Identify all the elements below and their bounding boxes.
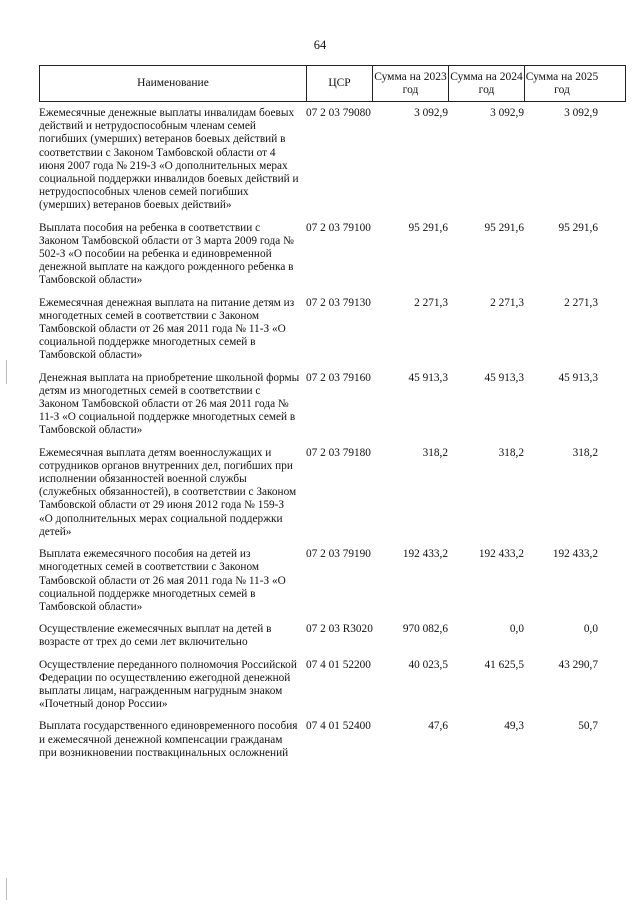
header-amount-2024: Сумма на 2024 год [449,66,525,101]
row-amount-2025: 318,2 [572,446,598,459]
row-amount-2023: 40 023,5 [408,658,448,671]
row-amount-2025: 0,0 [583,623,598,636]
header-amount-2025: Сумма на 2025 год [525,70,599,96]
table-row [39,447,626,539]
row-amount-2023: 45 913,3 [408,371,448,384]
row-amount-2023: 318,2 [422,446,448,459]
table-row [39,107,626,213]
row-amount-2023: 95 291,6 [408,221,448,234]
row-amount-2025: 95 291,6 [558,221,598,234]
header-name: Наименование [40,66,307,101]
row-amount-2024: 45 913,3 [484,371,524,384]
row-csr: 07 2 03 79160 [306,371,371,384]
table-row [39,372,626,438]
row-amount-2024: 318,2 [498,446,524,459]
row-amount-2024: 3 092,9 [490,107,524,119]
table-header [39,65,626,102]
row-name: Осуществление ежемесячных выплат на детей в возрасте от трех до семи лет включительно [39,623,272,649]
table-row [39,659,626,712]
row-amount-2024: 49,3 [504,720,524,733]
table-row [39,297,626,363]
row-amount-2025: 2 271,3 [564,296,598,309]
header-csr: ЦСР [307,66,373,101]
header-amount-2023: Сумма на 2023 год [373,66,449,101]
row-name: Ежемесячная денежная выплата на питание детям из многодетных семей в соответствии с Законом Тамбовской области от 26 мая 2011 года № 11-З «О социальной поддержке многодетных семей в Тамбовской области» [39,296,295,362]
table-body [39,107,626,769]
row-csr: 07 4 01 52400 [306,720,371,733]
row-name: Ежемесячные денежные выплаты инвалидам боевых действий и нетрудоспособным членам семей погибших (умерших) ветеранов боевых действий в соответствии с Законом Тамбовской области от 4 июня 2007 года № 219-З «О дополнительных мерах социальной поддержки инвалидов боевых действий и нетрудоспособных членов семей погибших (умерших) ветеранов боевых действий» [39,107,299,212]
row-amount-2023: 2 271,3 [414,296,448,309]
scan-margin-mark [6,878,7,900]
row-amount-2024: 2 271,3 [490,296,524,309]
row-amount-2023: 47,6 [428,720,448,733]
table-row [39,548,626,614]
row-amount-2025: 43 290,7 [558,658,598,671]
row-amount-2024: 0,0 [509,623,524,636]
row-csr: 07 2 03 79190 [306,548,371,561]
row-name: Ежемесячная выплата детям военнослужащих и сотрудников органов внутренних дел, погибших при исполнении обязанностей военной службы (служебных обязанностей), в соответствии с Законом Тамбовской области от 29 июня 2012 года № 159-З «О дополнительных мерах социальной поддержки детей» [39,446,297,538]
row-csr: 07 4 01 52200 [306,658,371,671]
row-csr: 07 2 03 79080 [306,107,371,119]
row-name: Денежная выплата на приобретение школьной формы детям из многодетных семей в соответствии с Законом Тамбовской области от 26 мая 2011 года № 11-З «О социальной поддержке многодетных семей в Тамбовской области» [39,371,300,437]
table-row [39,623,626,649]
row-name: Выплата пособия на ребенка в соответствии с Законом Тамбовской области от 3 марта 2009 года № 502-З «О пособии на ребенка и единовременной денежной выплате на каждого рожденного ребенка в Тамбовской области» [39,221,294,287]
row-csr: 07 2 03 79100 [306,221,371,234]
row-amount-2023: 192 433,2 [402,548,448,561]
row-amount-2025: 50,7 [578,720,598,733]
page-number: 64 [313,38,327,52]
row-amount-2025: 45 913,3 [558,371,598,384]
row-amount-2025: 192 433,2 [552,548,598,561]
row-amount-2024: 95 291,6 [484,221,524,234]
row-name: Выплата ежемесячного пособия на детей из многодетных семей в соответствии с Законом Тамбовской области от 26 мая 2011 года № 11-З «О социальной поддержке многодетных семей в Тамбовской области» [39,548,286,613]
row-amount-2023: 970 082,6 [402,623,448,636]
row-name: Выплата государственного единовременного пособия и ежемесячной денежной компенсации гражданам при возникновении поствакцинальных осложнений [39,720,298,759]
row-amount-2025: 3 092,9 [564,107,598,119]
row-csr: 07 2 03 79180 [306,446,371,459]
row-amount-2024: 41 625,5 [484,658,524,671]
table-row [39,720,626,760]
row-csr: 07 2 03 79130 [306,296,371,309]
scan-margin-mark [6,360,7,384]
row-csr: 07 2 03 R3020 [306,623,373,636]
row-amount-2024: 192 433,2 [478,548,524,561]
row-name: Осуществление переданного полномочия Российской Федерации по осуществлению ежегодной денежной выплаты лицам, награжденным нагрудным знаком «Почетный донор России» [39,658,297,711]
table-row [39,222,626,288]
row-amount-2023: 3 092,9 [414,107,448,119]
